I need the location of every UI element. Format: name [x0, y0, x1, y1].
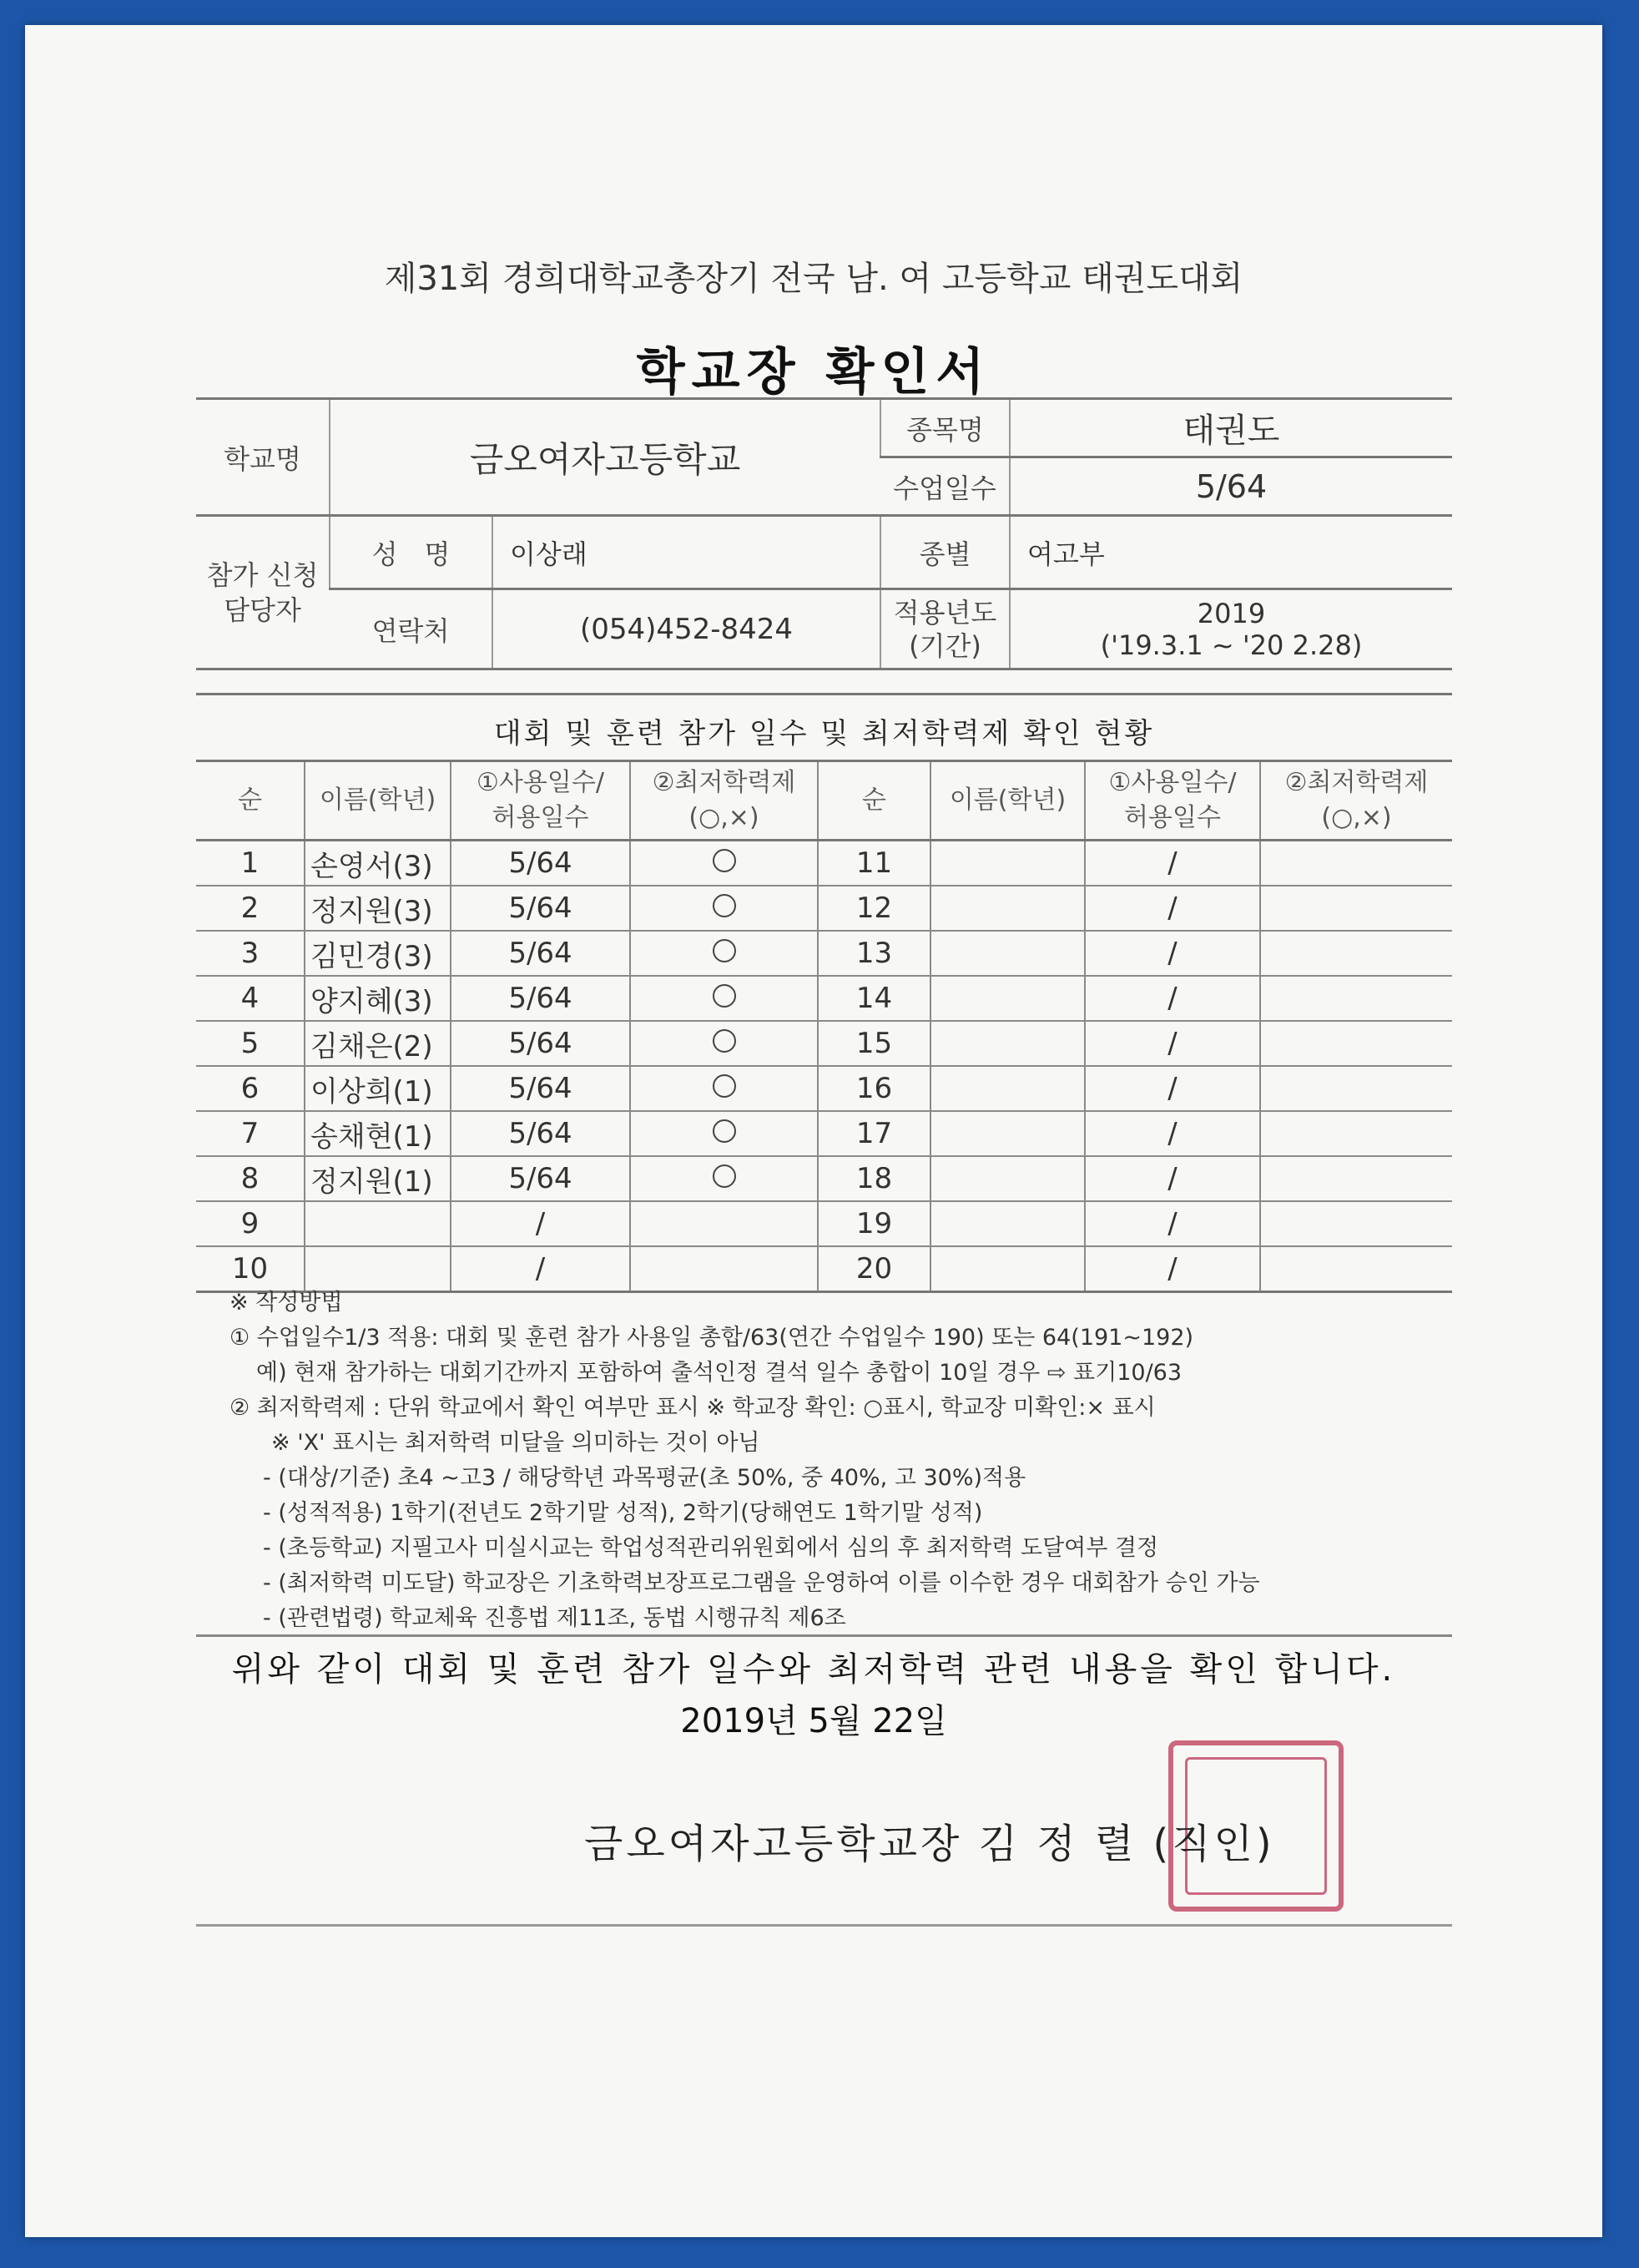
- header-name: 이름(학년): [305, 761, 451, 841]
- student-name: [930, 1156, 1085, 1201]
- event-label: 종목명: [880, 399, 1010, 457]
- manager-label: 참가 신청 담당자: [196, 516, 330, 669]
- days-ratio: 5/64: [451, 1066, 630, 1111]
- year-cell: [1010, 589, 1452, 669]
- circle-mark-icon: [713, 1074, 736, 1098]
- student-name: [930, 1201, 1085, 1246]
- days-ratio: /: [1085, 931, 1260, 976]
- table-row: [196, 1156, 1452, 1201]
- event-value: 태권도: [1010, 399, 1452, 457]
- min-achievement-mark: [1260, 1156, 1452, 1201]
- days-ratio: /: [1085, 976, 1260, 1021]
- note-item: ※ 'X' 표시는 최저학력 미달을 의미하는 것이 아님: [271, 1430, 760, 1456]
- table-row: [196, 1111, 1452, 1156]
- days-ratio: 5/64: [451, 886, 630, 931]
- min-achievement-mark: [1260, 1066, 1452, 1111]
- school-name-value: 금오여자고등학교: [330, 399, 880, 516]
- row-number: 3: [196, 931, 305, 976]
- min-achievement-mark: [1260, 841, 1452, 886]
- student-name: 김민경(3): [305, 931, 451, 976]
- min-achievement-mark: [630, 931, 818, 976]
- circle-mark-icon: [713, 849, 736, 872]
- note-item: - (대상/기준) 초4 ~고3 / 해당학년 과목평균(초 50%, 중 40%, 고 30%)적용: [263, 1465, 1026, 1491]
- issue-date: 2019년 5월 22일: [680, 1702, 947, 1740]
- period-value: ('19.3.1 ~ '20 2.28): [1100, 629, 1363, 661]
- header-min-line2: (○,×): [1321, 803, 1392, 832]
- document-subtitle: 제31회 경희대학교총장기 전국 남. 여 고등학교 태권도대회: [384, 260, 1243, 298]
- min-achievement-mark: [1260, 976, 1452, 1021]
- min-achievement-mark: [630, 1156, 818, 1201]
- division-value: 여고부: [1010, 516, 1452, 589]
- status-title-bar: [196, 693, 1452, 762]
- row-number: 13: [818, 931, 930, 976]
- note-item: ① 수업일수1/3 적용: 대회 및 훈련 참가 사용일 총합/63(연간 수업일수 190) 또는 64(191~192): [229, 1325, 1194, 1351]
- student-name: 송채현(1): [305, 1111, 451, 1156]
- student-name: [930, 976, 1085, 1021]
- row-number: 6: [196, 1066, 305, 1111]
- document-paper: [25, 25, 1602, 2237]
- student-name: 정지원(3): [305, 886, 451, 931]
- header-no: 순: [818, 761, 930, 841]
- name-value: 이상래: [492, 516, 880, 589]
- participation-status-table: [196, 760, 1452, 1293]
- header-name: 이름(학년): [930, 761, 1085, 841]
- row-number: 17: [818, 1111, 930, 1156]
- days-ratio: /: [1085, 841, 1260, 886]
- header-days-line2: 허용일수: [1124, 803, 1221, 832]
- school-info-table: [196, 397, 1452, 670]
- row-number: 14: [818, 976, 930, 1021]
- circle-mark-icon: [713, 939, 736, 962]
- days-ratio: 5/64: [451, 1111, 630, 1156]
- header-days: [1085, 761, 1260, 841]
- student-name: 양지혜(3): [305, 976, 451, 1021]
- min-achievement-mark: [630, 1111, 818, 1156]
- circle-mark-icon: [713, 984, 736, 1008]
- contact-value: (054)452-8424: [492, 589, 880, 669]
- principal-signature-line: 금오여자고등학교장 김 정 렬 (직인): [584, 1821, 1275, 1867]
- school-name-label: 학교명: [196, 399, 330, 516]
- row-number: 9: [196, 1201, 305, 1246]
- class-days-label: 수업일수: [880, 457, 1010, 516]
- status-title: 대회 및 훈련 참가 일수 및 최저학력제 확인 현황: [493, 717, 1155, 750]
- circle-mark-icon: [713, 894, 736, 917]
- row-number: 4: [196, 976, 305, 1021]
- table-row: [196, 1201, 1452, 1246]
- note-item: - (초등학교) 지필고사 미실시교는 학업성적관리위원회에서 심의 후 최저학력 도달여부 결정: [263, 1535, 1159, 1561]
- note-item: - (성적적용) 1학기(전년도 2학기말 성적), 2학기(당해연도 1학기말 성적): [263, 1500, 983, 1526]
- note-item: 예) 현재 참가하는 대회기간까지 포함하여 출석인정 결석 일수 총합이 10일 경우 ⇨ 표기10/63: [256, 1360, 1183, 1386]
- days-ratio: 5/64: [451, 931, 630, 976]
- row-number: 11: [818, 841, 930, 886]
- student-name: [930, 886, 1085, 931]
- header-min: [630, 761, 818, 841]
- row-number: 7: [196, 1111, 305, 1156]
- table-row: [196, 976, 1452, 1021]
- student-name: [930, 841, 1085, 886]
- status-body: [196, 841, 1452, 1292]
- student-name: [930, 1021, 1085, 1066]
- divider: [196, 1634, 1452, 1637]
- header-no: 순: [196, 761, 305, 841]
- days-ratio: /: [1085, 886, 1260, 931]
- min-achievement-mark: [630, 886, 818, 931]
- student-name: [930, 1111, 1085, 1156]
- table-row: [196, 931, 1452, 976]
- writing-instructions: [229, 1286, 1481, 1636]
- student-name: 정지원(1): [305, 1156, 451, 1201]
- row-number: 12: [818, 886, 930, 931]
- student-name: [930, 1066, 1085, 1111]
- note-title: ※ 작성방법: [229, 1290, 343, 1316]
- header-min-line1: ②최저학력제: [652, 768, 796, 797]
- student-name: 이상희(1): [305, 1066, 451, 1111]
- min-achievement-mark: [630, 1066, 818, 1111]
- division-label: 종별: [880, 516, 1010, 589]
- status-header-row: [196, 761, 1452, 841]
- days-ratio: /: [1085, 1246, 1260, 1292]
- header-min-line1: ②최저학력제: [1284, 768, 1429, 797]
- days-ratio: 5/64: [451, 976, 630, 1021]
- circle-mark-icon: [713, 1029, 736, 1053]
- min-achievement-mark: [1260, 1111, 1452, 1156]
- header-days-line2: 허용일수: [492, 803, 589, 832]
- days-ratio: 5/64: [451, 1021, 630, 1066]
- note-item: ② 최저학력제 : 단위 학교에서 확인 여부만 표시 ※ 학교장 확인: ○표시, 학교장 미확인:× 표시: [229, 1395, 1156, 1421]
- table-row: [196, 886, 1452, 931]
- header-days-line1: ①사용일수/: [477, 768, 604, 797]
- student-name: [930, 931, 1085, 976]
- header-min: [1260, 761, 1452, 841]
- min-achievement-mark: [1260, 931, 1452, 976]
- circle-mark-icon: [713, 1119, 736, 1143]
- student-name: [305, 1201, 451, 1246]
- class-days-value: 5/64: [1010, 457, 1452, 516]
- row-number: 10: [196, 1246, 305, 1292]
- row-number: 8: [196, 1156, 305, 1201]
- days-ratio: /: [1085, 1156, 1260, 1201]
- name-label: 성 명: [330, 516, 492, 589]
- days-ratio: /: [1085, 1021, 1260, 1066]
- days-ratio: 5/64: [451, 1156, 630, 1201]
- days-ratio: /: [451, 1246, 630, 1292]
- header-days-line1: ①사용일수/: [1108, 768, 1237, 797]
- min-achievement-mark: [1260, 1021, 1452, 1066]
- days-ratio: 5/64: [451, 841, 630, 886]
- note-item: - (관련법령) 학교체육 진흥법 제11조, 동법 시행규칙 제6조: [263, 1605, 846, 1631]
- days-ratio: /: [1085, 1111, 1260, 1156]
- row-number: 1: [196, 841, 305, 886]
- days-ratio: /: [451, 1201, 630, 1246]
- header-min-line2: (○,×): [688, 803, 759, 832]
- table-row: [196, 1021, 1452, 1066]
- contact-label: 연락처: [330, 589, 492, 669]
- student-name: 손영서(3): [305, 841, 451, 886]
- document-title: 학교장 확인서: [636, 343, 991, 402]
- circle-mark-icon: [713, 1164, 736, 1188]
- min-achievement-mark: [1260, 886, 1452, 931]
- row-number: 19: [818, 1201, 930, 1246]
- min-achievement-mark: [630, 976, 818, 1021]
- row-number: 2: [196, 886, 305, 931]
- days-ratio: /: [1085, 1066, 1260, 1111]
- table-row: [196, 841, 1452, 886]
- row-number: 5: [196, 1021, 305, 1066]
- days-ratio: /: [1085, 1201, 1260, 1246]
- note-item: - (최저학력 미도달) 학교장은 기초학력보장프로그램을 운영하여 이를 이수한 경우 대회참가 승인 가능: [263, 1570, 1260, 1596]
- confirmation-statement: 위와 같이 대회 및 훈련 참가 일수와 최저학력 관련 내용을 확인 합니다.: [231, 1650, 1396, 1689]
- min-achievement-mark: [1260, 1201, 1452, 1246]
- row-number: 18: [818, 1156, 930, 1201]
- min-achievement-mark: [630, 841, 818, 886]
- row-number: 15: [818, 1021, 930, 1066]
- min-achievement-mark: [630, 1021, 818, 1066]
- divider: [196, 1924, 1452, 1927]
- student-name: 김채은(2): [305, 1021, 451, 1066]
- header-days: [451, 761, 630, 841]
- year-label: 적용년도 (기간): [880, 589, 1010, 669]
- year-value: 2019: [1197, 597, 1266, 629]
- row-number: 20: [818, 1246, 930, 1292]
- row-number: 16: [818, 1066, 930, 1111]
- min-achievement-mark: [630, 1201, 818, 1246]
- table-row: [196, 1066, 1452, 1111]
